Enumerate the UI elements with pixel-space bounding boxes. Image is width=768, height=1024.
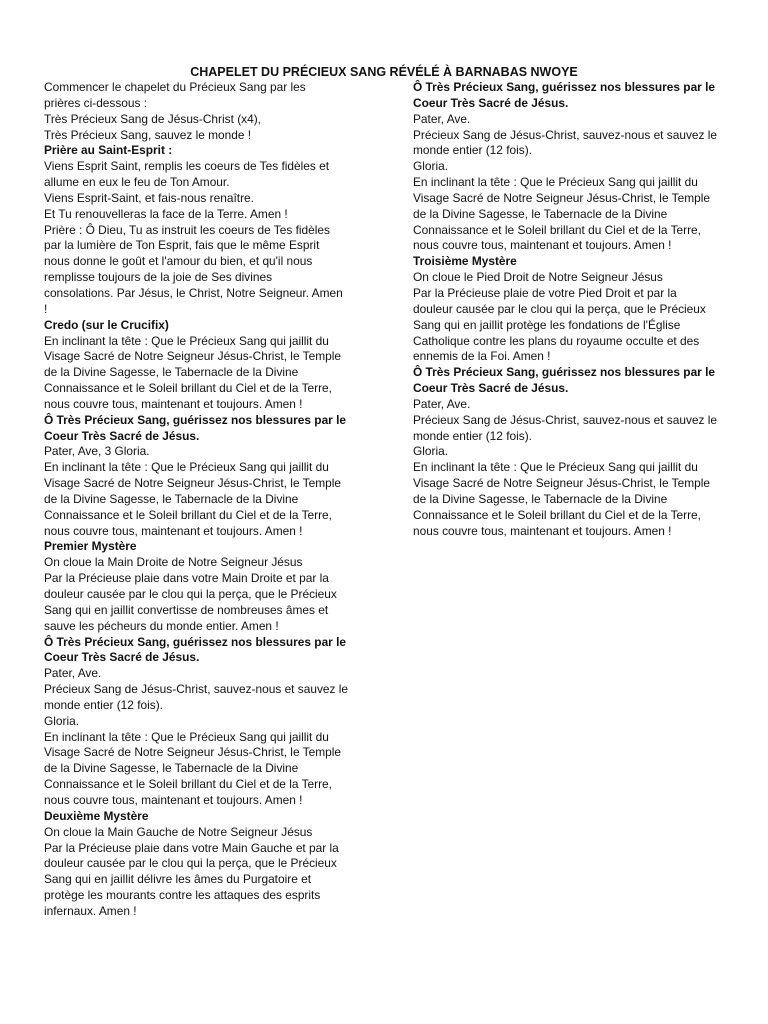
text-line: nous couvre tous, maintenant et toujours. Amen ! (44, 396, 303, 411)
text-line: de la Divine Sagesse, le Tabernacle de la Divine (44, 491, 299, 506)
text-line: Gloria. (413, 444, 449, 459)
text-line: monde entier (12 fois). (413, 143, 532, 158)
text-line: nous donne le goût et l'amour du bien, et qu'il nous (44, 254, 313, 269)
text-line: ! (44, 301, 48, 316)
text-line: En inclinant la tête : Que le Précieux Sang qui jaillit du (413, 175, 698, 190)
text-line: par la lumière de Ton Esprit, fais que le même Esprit (44, 238, 320, 253)
heading-line: Troisième Mystère (413, 254, 517, 269)
text-line: Sang qui en jaillit délivre les âmes du Purgatoire et (44, 872, 312, 887)
text-line: Précieux Sang de Jésus-Christ, sauvez-nous et sauvez le (44, 682, 349, 697)
heading-line: Premier Mystère (44, 539, 137, 554)
text-line: Visage Sacré de Notre Seigneur Jésus-Christ, le Temple (413, 476, 710, 491)
text-line: monde entier (12 fois). (413, 428, 532, 443)
text-line: sauve les pécheurs du monde entier. Amen ! (44, 618, 279, 633)
left-column (44, 80, 374, 920)
text-line: Sang qui en jaillit convertisse de nombreuses âmes et (44, 602, 329, 617)
text-line: Connaissance et le Soleil brillant du Ciel et de la Terre, (413, 222, 701, 237)
text-line: Viens Esprit-Saint, et fais-nous renaître. (44, 190, 254, 205)
heading-line: Deuxième Mystère (44, 808, 149, 823)
text-line: prières ci-dessous : (44, 95, 148, 110)
right-column (413, 80, 743, 539)
heading-line: Coeur Très Sacré de Jésus. (413, 381, 569, 396)
text-line: En inclinant la tête : Que le Précieux Sang qui jaillit du (44, 729, 329, 744)
text-line: Commencer le chapelet du Précieux Sang par les (44, 80, 306, 94)
heading-line: Coeur Très Sacré de Jésus. (413, 95, 569, 110)
text-line: Pater, Ave. (44, 666, 102, 681)
text-line: Visage Sacré de Notre Seigneur Jésus-Christ, le Temple (44, 476, 341, 491)
text-line: de la Divine Sagesse, le Tabernacle de la Divine (413, 206, 668, 221)
heading-line: Ô Très Précieux Sang, guérissez nos blessures par le (44, 412, 347, 427)
text-line: Connaissance et le Soleil brillant du Ciel et de la Terre, (44, 507, 332, 522)
text-line: Pater, Ave. (413, 111, 471, 126)
text-line: Très Précieux Sang, sauvez le monde ! (44, 127, 252, 142)
text-line: On cloue la Main Gauche de Notre Seigneur Jésus (44, 824, 313, 839)
text-line: Par la Précieuse plaie dans votre Main Droite et par la (44, 571, 329, 586)
text-line: nous couvre tous, maintenant et toujours. Amen ! (413, 523, 672, 538)
heading-line: Coeur Très Sacré de Jésus. (44, 428, 200, 443)
text-line: Prière : Ô Dieu, Tu as instruit les coeurs de Tes fidèles (44, 222, 330, 237)
text-line: nous couvre tous, maintenant et toujours. Amen ! (44, 792, 303, 807)
text-line: douleur causée par le clou qui la perça, que le Précieux (44, 587, 337, 601)
text-line: douleur causée par le clou qui la perça, que le Précieux (44, 856, 337, 871)
text-line: Catholique contre les plans du royaume occulte et des (413, 333, 700, 348)
heading-line: Prière au Saint-Esprit : (44, 143, 173, 158)
text-line: En inclinant la tête : Que le Précieux Sang qui jaillit du (413, 460, 698, 475)
text-line: de la Divine Sagesse, le Tabernacle de la Divine (413, 491, 668, 506)
text-line: nous couvre tous, maintenant et toujours. Amen ! (44, 523, 303, 538)
text-line: Précieux Sang de Jésus-Christ, sauvez-nous et sauvez le (413, 127, 718, 142)
text-line: En inclinant la tête : Que le Précieux Sang qui jaillit du (44, 460, 329, 475)
text-line: Pater, Ave, 3 Gloria. (44, 444, 150, 459)
text-line: Pater, Ave. (413, 396, 471, 411)
text-line: remplisse toujours de la joie de Ses divines (44, 270, 273, 285)
heading-line: Ô Très Précieux Sang, guérissez nos blessures par le (413, 80, 716, 94)
text-line: Viens Esprit Saint, remplis les coeurs de Tes fidèles et (44, 159, 330, 174)
text-line: Visage Sacré de Notre Seigneur Jésus-Christ, le Temple (413, 190, 710, 205)
text-line: Sang qui en jaillit protège les fondations de l'Église (413, 317, 681, 332)
text-line: monde entier (12 fois). (44, 697, 163, 712)
heading-line: Ô Très Précieux Sang, guérissez nos blessures par le (44, 634, 347, 649)
text-line: On cloue le Pied Droit de Notre Seigneur Jésus (413, 270, 663, 285)
page-title: CHAPELET DU PRÉCIEUX SANG RÉVÉLÉ À BARNABAS NWOYE (190, 65, 578, 79)
text-line: Par la Précieuse plaie de votre Pied Droit et par la (413, 285, 677, 300)
text-line: Visage Sacré de Notre Seigneur Jésus-Christ, le Temple (44, 745, 341, 760)
text-line: ennemis de la Foi. Amen ! (413, 349, 551, 364)
text-line: protège les mourants contre les attaques des esprits (44, 888, 321, 903)
text-line: Gloria. (44, 713, 80, 728)
text-line: allume en eux le feu de Ton Amour. (44, 175, 230, 190)
text-line: consolations. Par Jésus, le Christ, Notre Seigneur. Amen (44, 285, 343, 300)
text-line: Connaissance et le Soleil brillant du Ciel et de la Terre, (44, 381, 332, 396)
text-line: de la Divine Sagesse, le Tabernacle de la Divine (44, 365, 299, 380)
text-line: nous couvre tous, maintenant et toujours. Amen ! (413, 238, 672, 253)
text-line: Connaissance et le Soleil brillant du Ciel et de la Terre, (413, 507, 701, 522)
text-line: Visage Sacré de Notre Seigneur Jésus-Christ, le Temple (44, 349, 341, 364)
heading-line: Coeur Très Sacré de Jésus. (44, 650, 200, 665)
text-line: Par la Précieuse plaie dans votre Main Gauche et par la (44, 840, 339, 855)
text-line: douleur causée par le clou qui la perça, que le Précieux (413, 301, 706, 316)
text-line: Très Précieux Sang de Jésus-Christ (x4), (44, 111, 261, 126)
text-line: On cloue la Main Droite de Notre Seigneur Jésus (44, 555, 303, 570)
text-line: Précieux Sang de Jésus-Christ, sauvez-nous et sauvez le (413, 412, 718, 427)
text-line: Et Tu renouvelleras la face de la Terre. Amen ! (44, 206, 288, 221)
heading-line: Credo (sur le Crucifix) (44, 317, 169, 332)
heading-line: Ô Très Précieux Sang, guérissez nos blessures par le (413, 365, 716, 380)
text-line: infernaux. Amen ! (44, 903, 137, 918)
text-line: En inclinant la tête : Que le Précieux Sang qui jaillit du (44, 333, 329, 348)
text-line: de la Divine Sagesse, le Tabernacle de la Divine (44, 761, 299, 776)
text-line: Connaissance et le Soleil brillant du Ciel et de la Terre, (44, 777, 332, 792)
text-line: Gloria. (413, 159, 449, 174)
